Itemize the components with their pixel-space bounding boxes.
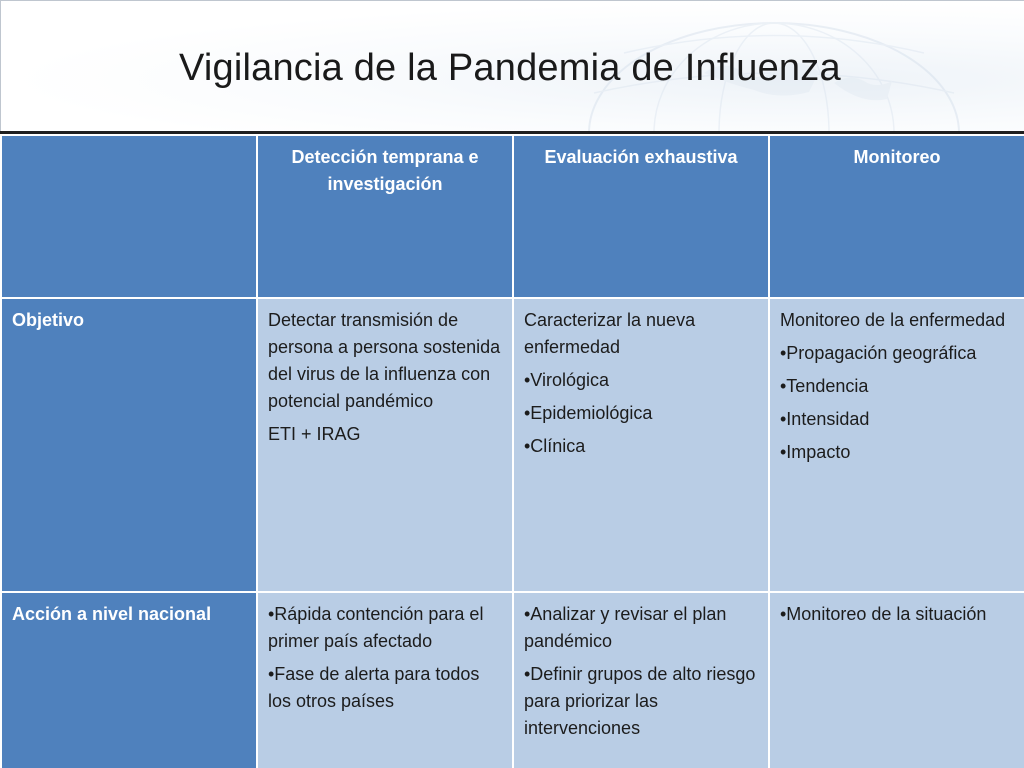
cell-accion-evaluacion: [513, 592, 769, 768]
row-header-objetivo: Objetivo: [1, 298, 257, 592]
cell-lead-text: •Rápida contención para el primer país afectado: [268, 604, 484, 651]
cell-lead-text: •Analizar y revisar el plan pandémico: [524, 604, 727, 651]
title-area: [0, 0, 1024, 132]
table-row-accion: [1, 592, 1024, 768]
column-header-evaluacion: Evaluación exhaustiva: [513, 135, 769, 298]
cell-accion-deteccion: [257, 592, 513, 768]
cell-item: ETI + IRAG: [268, 424, 361, 444]
table-row-objetivo: [1, 298, 1024, 592]
cell-item: •Definir grupos de alto riesgo para priorizar las intervenciones: [524, 664, 756, 738]
cell-item: •Epidemiológica: [524, 403, 653, 423]
cell-item: •Impacto: [780, 442, 851, 462]
cell-lead-text: •Monitoreo de la situación: [780, 604, 987, 624]
cell-item: •Fase de alerta para todos los otros países: [268, 664, 480, 711]
column-header-monitoreo: Monitoreo: [769, 135, 1024, 298]
cell-lead-text: Monitoreo de la enfermedad: [780, 310, 1006, 330]
cell-accion-monitoreo: [769, 592, 1024, 768]
cell-item: •Clínica: [524, 436, 586, 456]
row-header-accion: Acción a nivel nacional: [1, 592, 257, 768]
cell-objetivo-monitoreo: [769, 298, 1024, 592]
table-corner-cell: [1, 135, 257, 298]
cell-objetivo-evaluacion: [513, 298, 769, 592]
cell-item: •Propagación geográfica: [780, 343, 977, 363]
surveillance-table: [0, 134, 1024, 768]
cell-lead-text: Detectar transmisión de persona a persona sostenida del virus de la influenza con potencial pandémico: [268, 310, 501, 411]
page-title: Vigilancia de la Pandemia de Influenza: [179, 47, 841, 89]
table-header-row: [1, 135, 1024, 298]
cell-item: •Virológica: [524, 370, 610, 390]
cell-lead-text: Caracterizar la nueva enfermedad: [524, 310, 696, 357]
column-header-deteccion: Detección temprana e investigación: [257, 135, 513, 298]
cell-item: •Tendencia: [780, 376, 869, 396]
cell-objetivo-deteccion: [257, 298, 513, 592]
cell-item: •Intensidad: [780, 409, 870, 429]
